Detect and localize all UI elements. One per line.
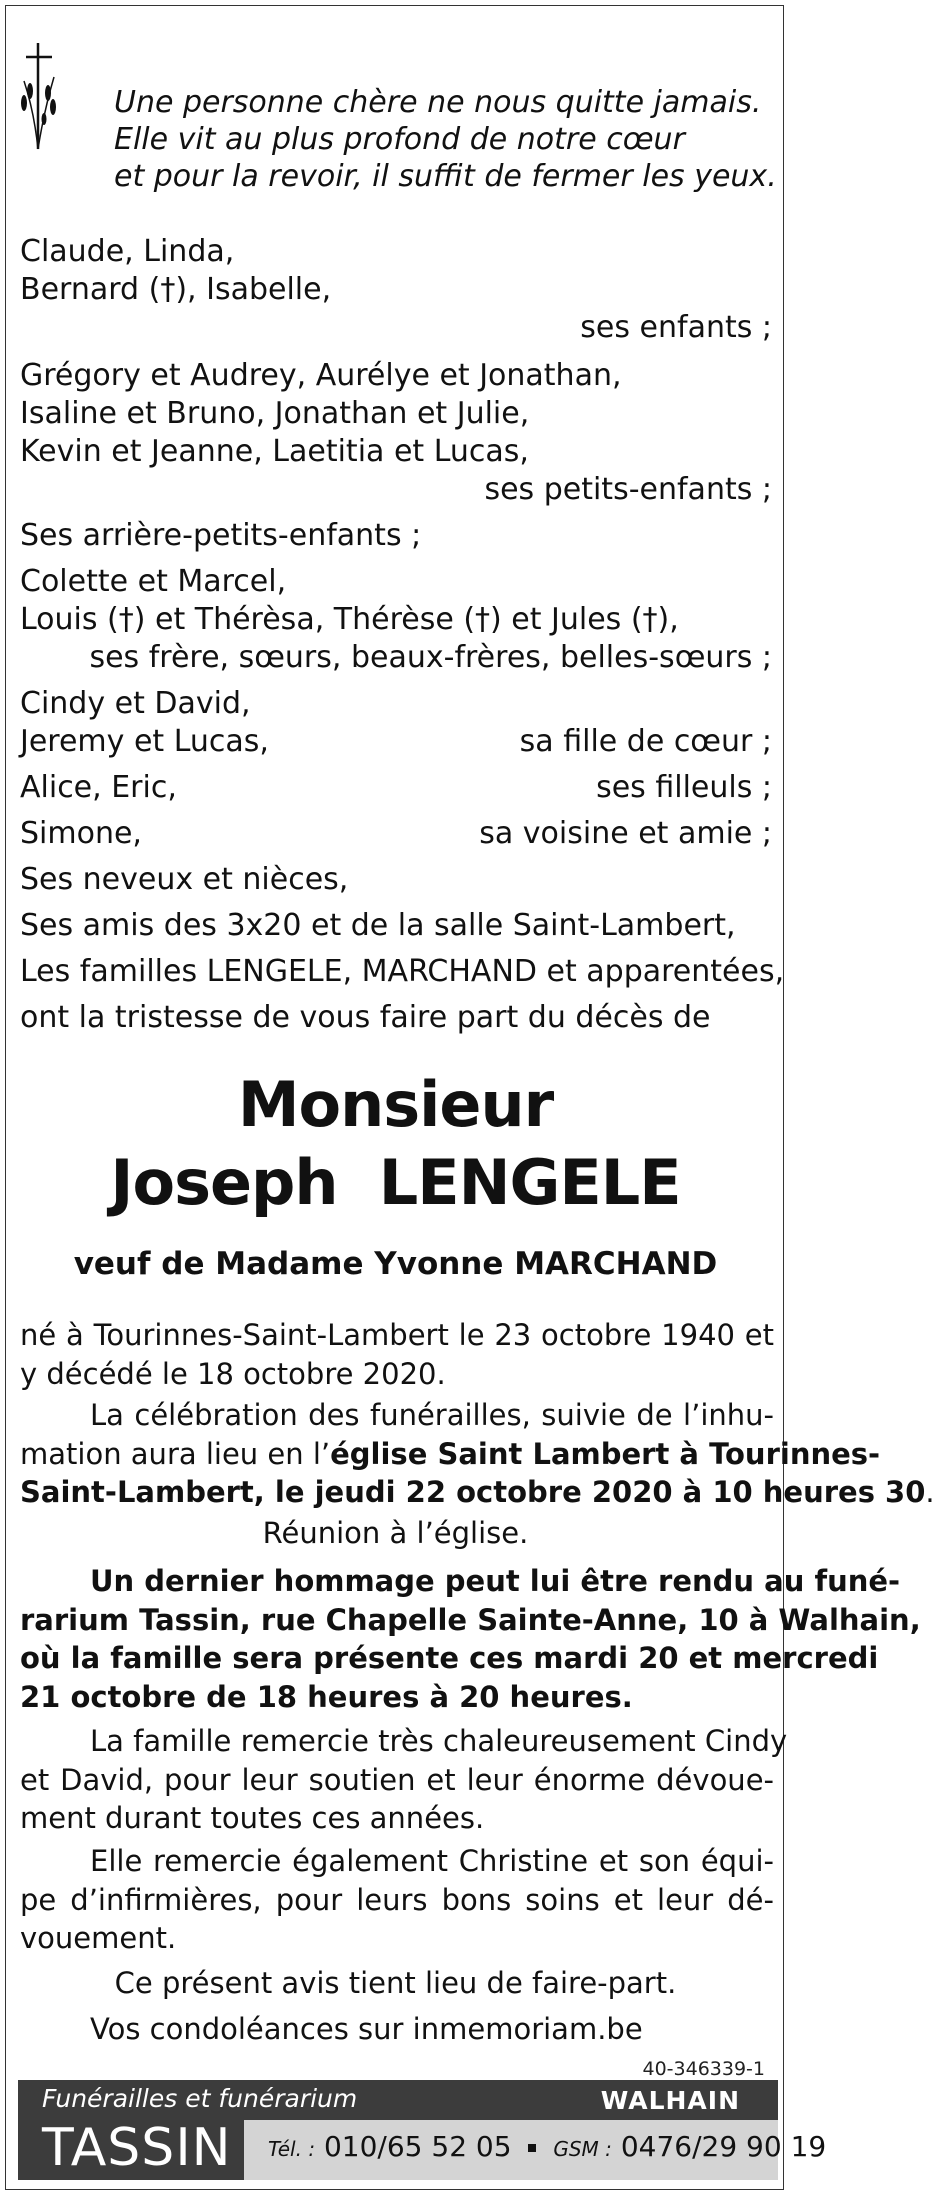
grandchildren-name: Kevin et Jeanne, Laetitia et Lucas, — [20, 434, 529, 469]
funeral-home-banner — [18, 2080, 827, 2180]
condolences-paragraph — [20, 2010, 774, 2049]
thanks-line: ment durant toutes ces années. — [20, 1801, 485, 1835]
godchildren-name: Alice, Eric, — [20, 770, 177, 805]
announcement: ont la tristesse de vous faire part du décès de — [20, 1000, 711, 1035]
heart-daughter-name: Jeremy et Lucas, — [20, 724, 269, 759]
nephews: Ses neveux et nièces, — [20, 862, 349, 897]
birth-line: y décédé le 18 octobre 2020. — [20, 1356, 446, 1391]
godchildren-role: ses filleuls ; — [596, 770, 772, 805]
separator-icon — [528, 2144, 536, 2152]
siblings-name: Louis (†) et Thérèsa, Thérèse (†) et Jules (†), — [20, 602, 679, 637]
deceased-honorific: Monsieur — [237, 1068, 554, 1141]
children-role: ses enfants ; — [580, 310, 772, 345]
siblings-role: ses frère, sœurs, beaux-frères, belles-sœurs ; — [89, 640, 772, 675]
homage-line: rarium Tassin, rue Chapelle Sainte-Anne, 10 à Walhain, — [20, 1602, 921, 1637]
homage-line: 21 octobre de 18 heures à 20 heures. — [20, 1679, 633, 1714]
families: Les familles LENGELE, MARCHAND et apparentées, — [20, 954, 785, 989]
thanks-paragraph — [20, 1722, 788, 1838]
neighbor-role: sa voisine et amie ; — [479, 816, 772, 851]
condolences: Vos condoléances sur inmemoriam.be — [90, 2012, 643, 2046]
homage-paragraph — [20, 1562, 921, 1716]
ceremony-text: mation aura lieu en l’ — [20, 1436, 331, 1471]
grandchildren-name: Grégory et Audrey, Aurélye et Jonathan, — [20, 358, 622, 393]
grandchildren-role: ses petits-enfants ; — [484, 472, 772, 507]
thanks-line: pe d’infirmières, pour leurs bons soins et leur dé- — [20, 1882, 774, 1917]
great-grandchildren: Ses arrière-petits-enfants ; — [20, 518, 422, 553]
epigraph-line: Elle vit au plus profond de notre cœur — [114, 122, 685, 157]
thanks-paragraph-2 — [20, 1842, 774, 1958]
tel-label: Tél. : — [268, 2137, 316, 2161]
reunion: Réunion à l’église. — [262, 1516, 529, 1550]
homage-line: Un dernier hommage peut lui être rendu au funé- — [90, 1564, 901, 1598]
gsm-label: GSM : — [553, 2137, 612, 2161]
deceased-name: Joseph LENGELE — [110, 1146, 681, 1219]
epigraph-line: Une personne chère ne nous quitte jamais. — [114, 85, 762, 120]
neighbor-name: Simone, — [20, 816, 142, 851]
birth-line: né à Tourinnes-Saint-Lambert le 23 octobre 1940 et — [20, 1318, 774, 1352]
widower-of: veuf de Madame Yvonne MARCHAND — [73, 1246, 718, 1282]
footer-contact — [268, 2130, 826, 2163]
friends: Ses amis des 3x20 et de la salle Saint-Lambert, — [20, 908, 736, 943]
cross-wheat-icon — [16, 41, 60, 153]
tel-number: 010/65 52 05 — [323, 2130, 512, 2163]
thanks-line: et David, pour leur soutien et leur énorme dévoue- — [20, 1762, 774, 1797]
heart-daughter-name: Cindy et David, — [20, 686, 251, 721]
children-name: Bernard (†), Isabelle, — [20, 272, 332, 307]
thanks-line: vouement. — [20, 1921, 177, 1955]
grandchildren-name: Isaline et Bruno, Jonathan et Julie, — [20, 396, 530, 431]
footer-city: WALHAIN — [600, 2086, 740, 2115]
ceremony-line: La célébration des funérailles, suivie de l’inhu- — [90, 1398, 774, 1432]
ceremony-end: . — [925, 1475, 935, 1509]
gsm-number: 0476/29 90 19 — [620, 2130, 827, 2163]
birth-paragraph — [20, 1316, 774, 1393]
thanks-line: Elle remercie également Christine et son équi- — [90, 1844, 774, 1878]
ceremony-paragraph — [20, 1396, 935, 1512]
reference-number: 40-346339-1 — [642, 2058, 765, 2080]
obituary-page — [5, 5, 935, 2190]
footer-tagline: Funérailles et funérarium — [42, 2084, 358, 2113]
notice: Ce présent avis tient lieu de faire-part. — [114, 1966, 677, 2000]
siblings-name: Colette et Marcel, — [20, 564, 287, 599]
epigraph-line: et pour la revoir, il suffit de fermer les yeux. — [114, 159, 777, 194]
ceremony-date: Saint-Lambert, le jeudi 22 octobre 2020 à 10 heures 30 — [20, 1475, 926, 1509]
children-name: Claude, Linda, — [20, 234, 235, 269]
epigraph — [114, 84, 777, 195]
homage-line: où la famille sera présente ces mardi 20 et mercredi — [20, 1641, 879, 1675]
thanks-line: La famille remercie très chaleureusement Cindy — [90, 1724, 788, 1758]
ceremony-church: église Saint Lambert à Tourinnes- — [330, 1436, 881, 1471]
heart-daughter-role: sa fille de cœur ; — [519, 724, 772, 759]
footer-brand: TASSIN — [42, 2118, 232, 2178]
